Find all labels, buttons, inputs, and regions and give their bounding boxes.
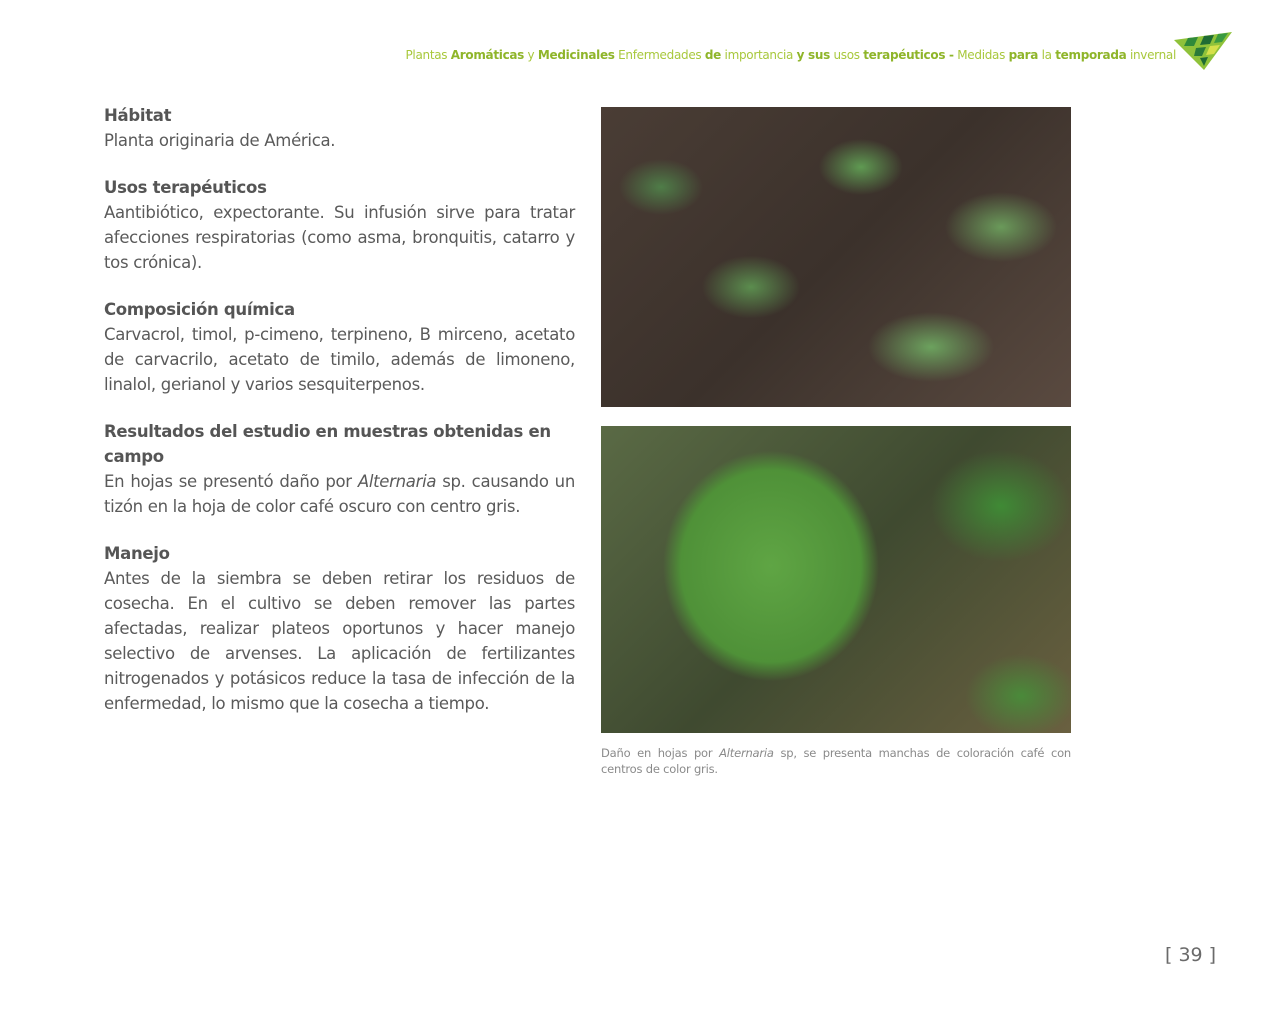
caption-text: Daño en hojas por bbox=[601, 746, 720, 760]
page-number: [ 39 ] bbox=[1165, 944, 1217, 966]
section-body-habitat: Planta originaria de América. bbox=[104, 131, 336, 150]
section-body-therapeutic-uses: Aantibiótico, expectorante. Su infusión sirve para tratar afecciones respiratorias (como asma, bronquitis, catarro y tos crónica). bbox=[104, 203, 575, 272]
header-segment: Enfermedades bbox=[614, 48, 705, 62]
text-column bbox=[104, 103, 575, 738]
photo-leaf-closeup bbox=[601, 426, 1071, 733]
caption-species: Alternaria bbox=[719, 746, 774, 760]
section-title-field-results: Resultados del estudio en muestras obtenidas en campo bbox=[104, 422, 551, 466]
header-segment: de bbox=[704, 48, 722, 62]
body-text: sp. causando un tizón en la hoja de color café oscuro con centro gris. bbox=[104, 472, 576, 516]
header-segment: usos bbox=[829, 48, 864, 62]
section-title-management: Manejo bbox=[104, 544, 170, 563]
header-segment: para bbox=[1008, 48, 1039, 62]
header-segment: temporada bbox=[1055, 48, 1127, 62]
species-name: Alternaria bbox=[357, 472, 437, 491]
photo-plant-damage bbox=[601, 107, 1071, 407]
section-title-habitat: Hábitat bbox=[104, 106, 172, 125]
section-title-chemical-composition: Composición química bbox=[104, 300, 295, 319]
section-body-field-results bbox=[104, 469, 575, 519]
header-segment: y sus bbox=[796, 48, 830, 62]
header-segment: Plantas bbox=[405, 48, 451, 62]
section-body-chemical-composition: Carvacrol, timol, p-cimeno, terpineno, B mirceno, acetato de carvacrilo, acetato de timilo, además de limoneno, linalol, gerianol y varios sesquiterpenos. bbox=[104, 325, 575, 394]
header-segment: Medidas bbox=[953, 48, 1009, 62]
logo-icon bbox=[1174, 32, 1232, 70]
running-header bbox=[406, 48, 1177, 62]
header-segment: Medicinales bbox=[537, 48, 615, 62]
body-text: En hojas se presentó daño por bbox=[104, 472, 358, 491]
header-segment: importancia bbox=[721, 48, 797, 62]
header-segment: terapéuticos - bbox=[863, 48, 954, 62]
header-segment: la bbox=[1038, 48, 1056, 62]
header-segment: invernal bbox=[1126, 48, 1176, 62]
caption-text: sp, se presenta manchas de coloración café con centros de color gris. bbox=[601, 746, 1071, 776]
section-body-management: Antes de la siembra se deben retirar los residuos de cosecha. En el cultivo se deben remover las partes afectadas, realizar plateos oportunos y hacer manejo selectivo de arvenses. La aplicación de fertilizantes nitrogenados y potásicos reduce la tasa de infección de la enfermedad, lo mismo que la cosecha a tiempo. bbox=[104, 569, 575, 713]
section-title-therapeutic-uses: Usos terapéuticos bbox=[104, 178, 267, 197]
header-segment: Aromáticas bbox=[450, 48, 525, 62]
photo-caption bbox=[601, 745, 1071, 777]
header-segment: y bbox=[524, 48, 538, 62]
